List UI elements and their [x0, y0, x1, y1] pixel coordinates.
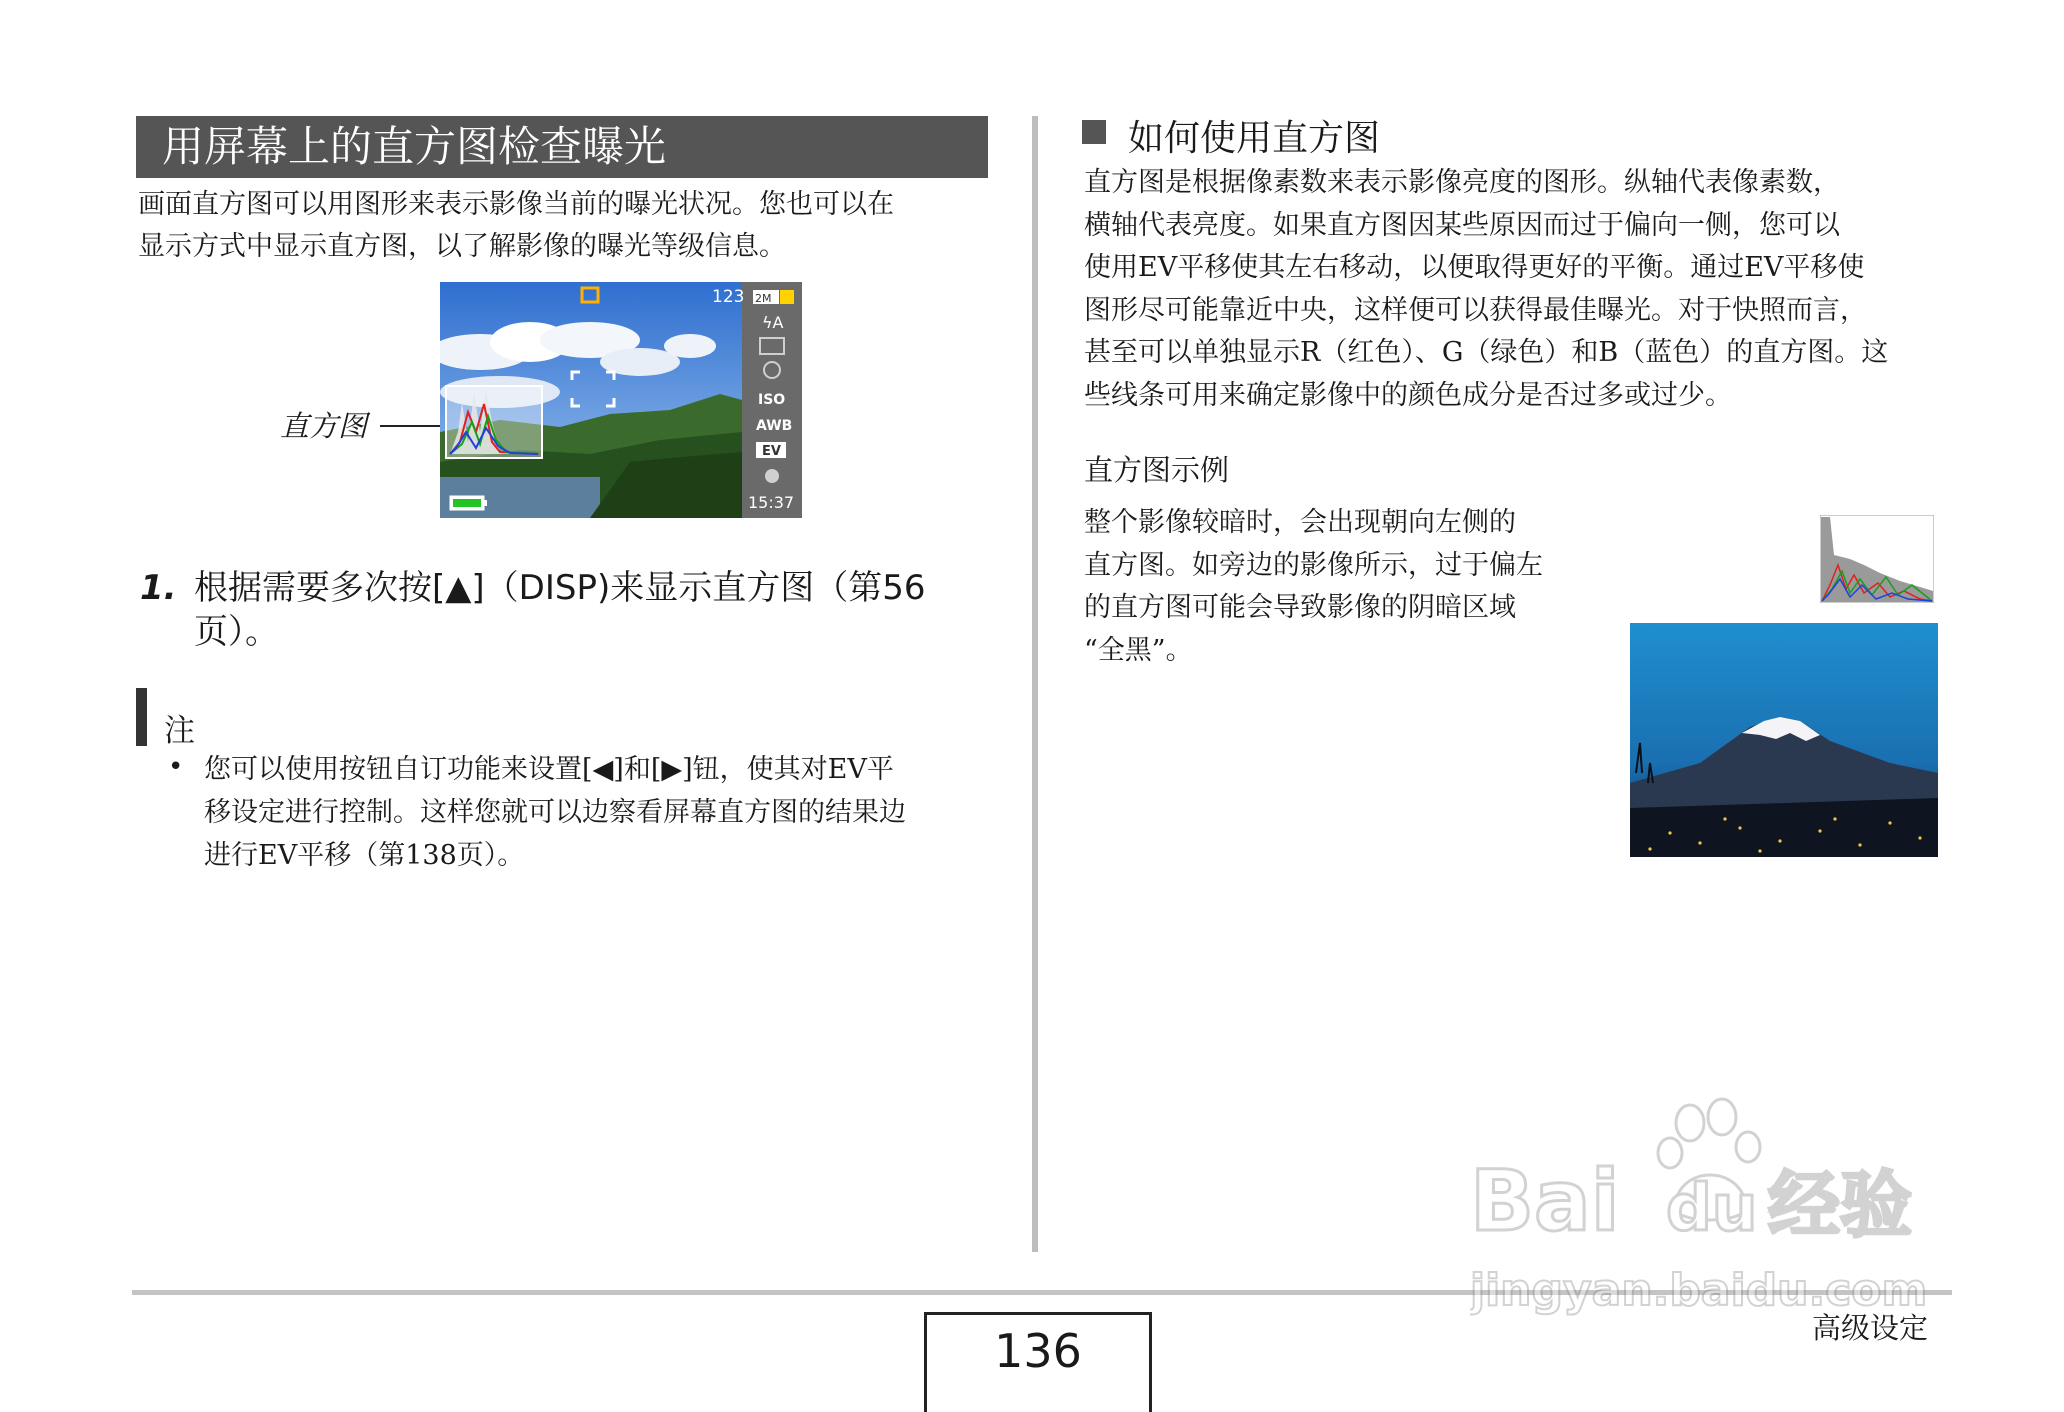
- right-heading: 如何使用直方图: [1128, 118, 1381, 159]
- svg-text:经验: 经验: [1768, 1163, 1913, 1247]
- intro-line: 画面直方图可以用图形来表示影像当前的曝光状况。您也可以在: [138, 189, 894, 220]
- note-marker-bar: [136, 688, 147, 746]
- note-title: 注: [164, 713, 195, 749]
- metering-icon: [765, 469, 779, 483]
- histogram-label: 直方图: [280, 409, 368, 443]
- right-body-paragraph: [1084, 162, 1964, 417]
- intro-line: 显示方式中显示直方图，以了解影像的曝光等级信息。: [138, 231, 786, 262]
- svg-text:2M: 2M: [755, 292, 772, 305]
- mount-fuji-photo: [1630, 623, 1938, 857]
- page-number: 136: [994, 1324, 1082, 1378]
- step-number: 1.: [140, 568, 177, 608]
- label-leader-line: [380, 425, 448, 427]
- example-line: 的直方图可能会导致影像的阴暗区域: [1084, 592, 1516, 623]
- body-line: 直方图是根据像素数来表示影像亮度的图形。纵轴代表像素数，: [1084, 167, 1840, 198]
- example-line: “全黑”。: [1084, 634, 1193, 666]
- time-readout: 15:37: [748, 493, 795, 512]
- example-subtitle: 直方图示例: [1084, 453, 1230, 487]
- camera-screen-svg: [440, 282, 802, 518]
- flash-auto-icon: ϟA: [762, 313, 784, 332]
- example-paragraph: [1084, 502, 1604, 672]
- dark-histogram-thumbnail: [1820, 515, 1934, 603]
- svg-text:EV: EV: [762, 444, 781, 459]
- svg-text:Bai: Bai: [1470, 1152, 1620, 1250]
- body-line: 甚至可以单独显示R（红色）、G（绿色）和B（蓝色）的直方图。这: [1084, 337, 1889, 368]
- example-line: 整个影像较暗时，会出现朝向左侧的: [1084, 507, 1516, 538]
- body-line: 使用EV平移使其左右移动，以便取得更好的平衡。通过EV平移使: [1084, 252, 1865, 283]
- baidu-watermark-logo: [1470, 1095, 1970, 1325]
- step-text: 根据需要多次按[▲]（DISP)来显示直方图（第56页）。: [194, 568, 926, 652]
- note-text: [204, 748, 994, 877]
- column-divider: [1032, 116, 1038, 1252]
- note-line: 您可以使用按钮自订功能来设置[◀]和[▶]钮，使其对EV平: [204, 754, 894, 785]
- body-line: 图形尽可能靠近中央，这样便可以获得最佳曝光。对于快照而言，: [1084, 294, 1867, 326]
- section-title-banner: 用屏幕上的直方图检查曝光: [136, 116, 988, 178]
- intro-paragraph: [138, 184, 998, 268]
- shot-count: 123: [712, 287, 745, 307]
- footer-section-name: 高级设定: [1812, 1311, 1929, 1345]
- camera-screen-image: [440, 282, 802, 518]
- body-line: 些线条可用来确定影像中的颜色成分是否过多或过少。: [1084, 379, 1732, 411]
- body-line: 横轴代表亮度。如果直方图因某些原因而过于偏向一侧，您可以: [1084, 209, 1840, 241]
- note-line: 移设定进行控制。这样您就可以边察看屏幕直方图的结果边: [204, 797, 906, 828]
- note-bullet: •: [168, 752, 184, 782]
- svg-text:jingyan.baidu.com: jingyan.baidu.com: [1470, 1265, 1928, 1316]
- svg-text:du: du: [1666, 1172, 1758, 1246]
- example-line: 直方图。如旁边的影像所示，过于偏左: [1084, 549, 1543, 581]
- heading-square-icon: [1082, 120, 1106, 144]
- iso-icon: ISO: [758, 392, 786, 408]
- note-line: 进行EV平移（第138页）。: [204, 840, 525, 871]
- awb-icon: AWB: [756, 418, 793, 434]
